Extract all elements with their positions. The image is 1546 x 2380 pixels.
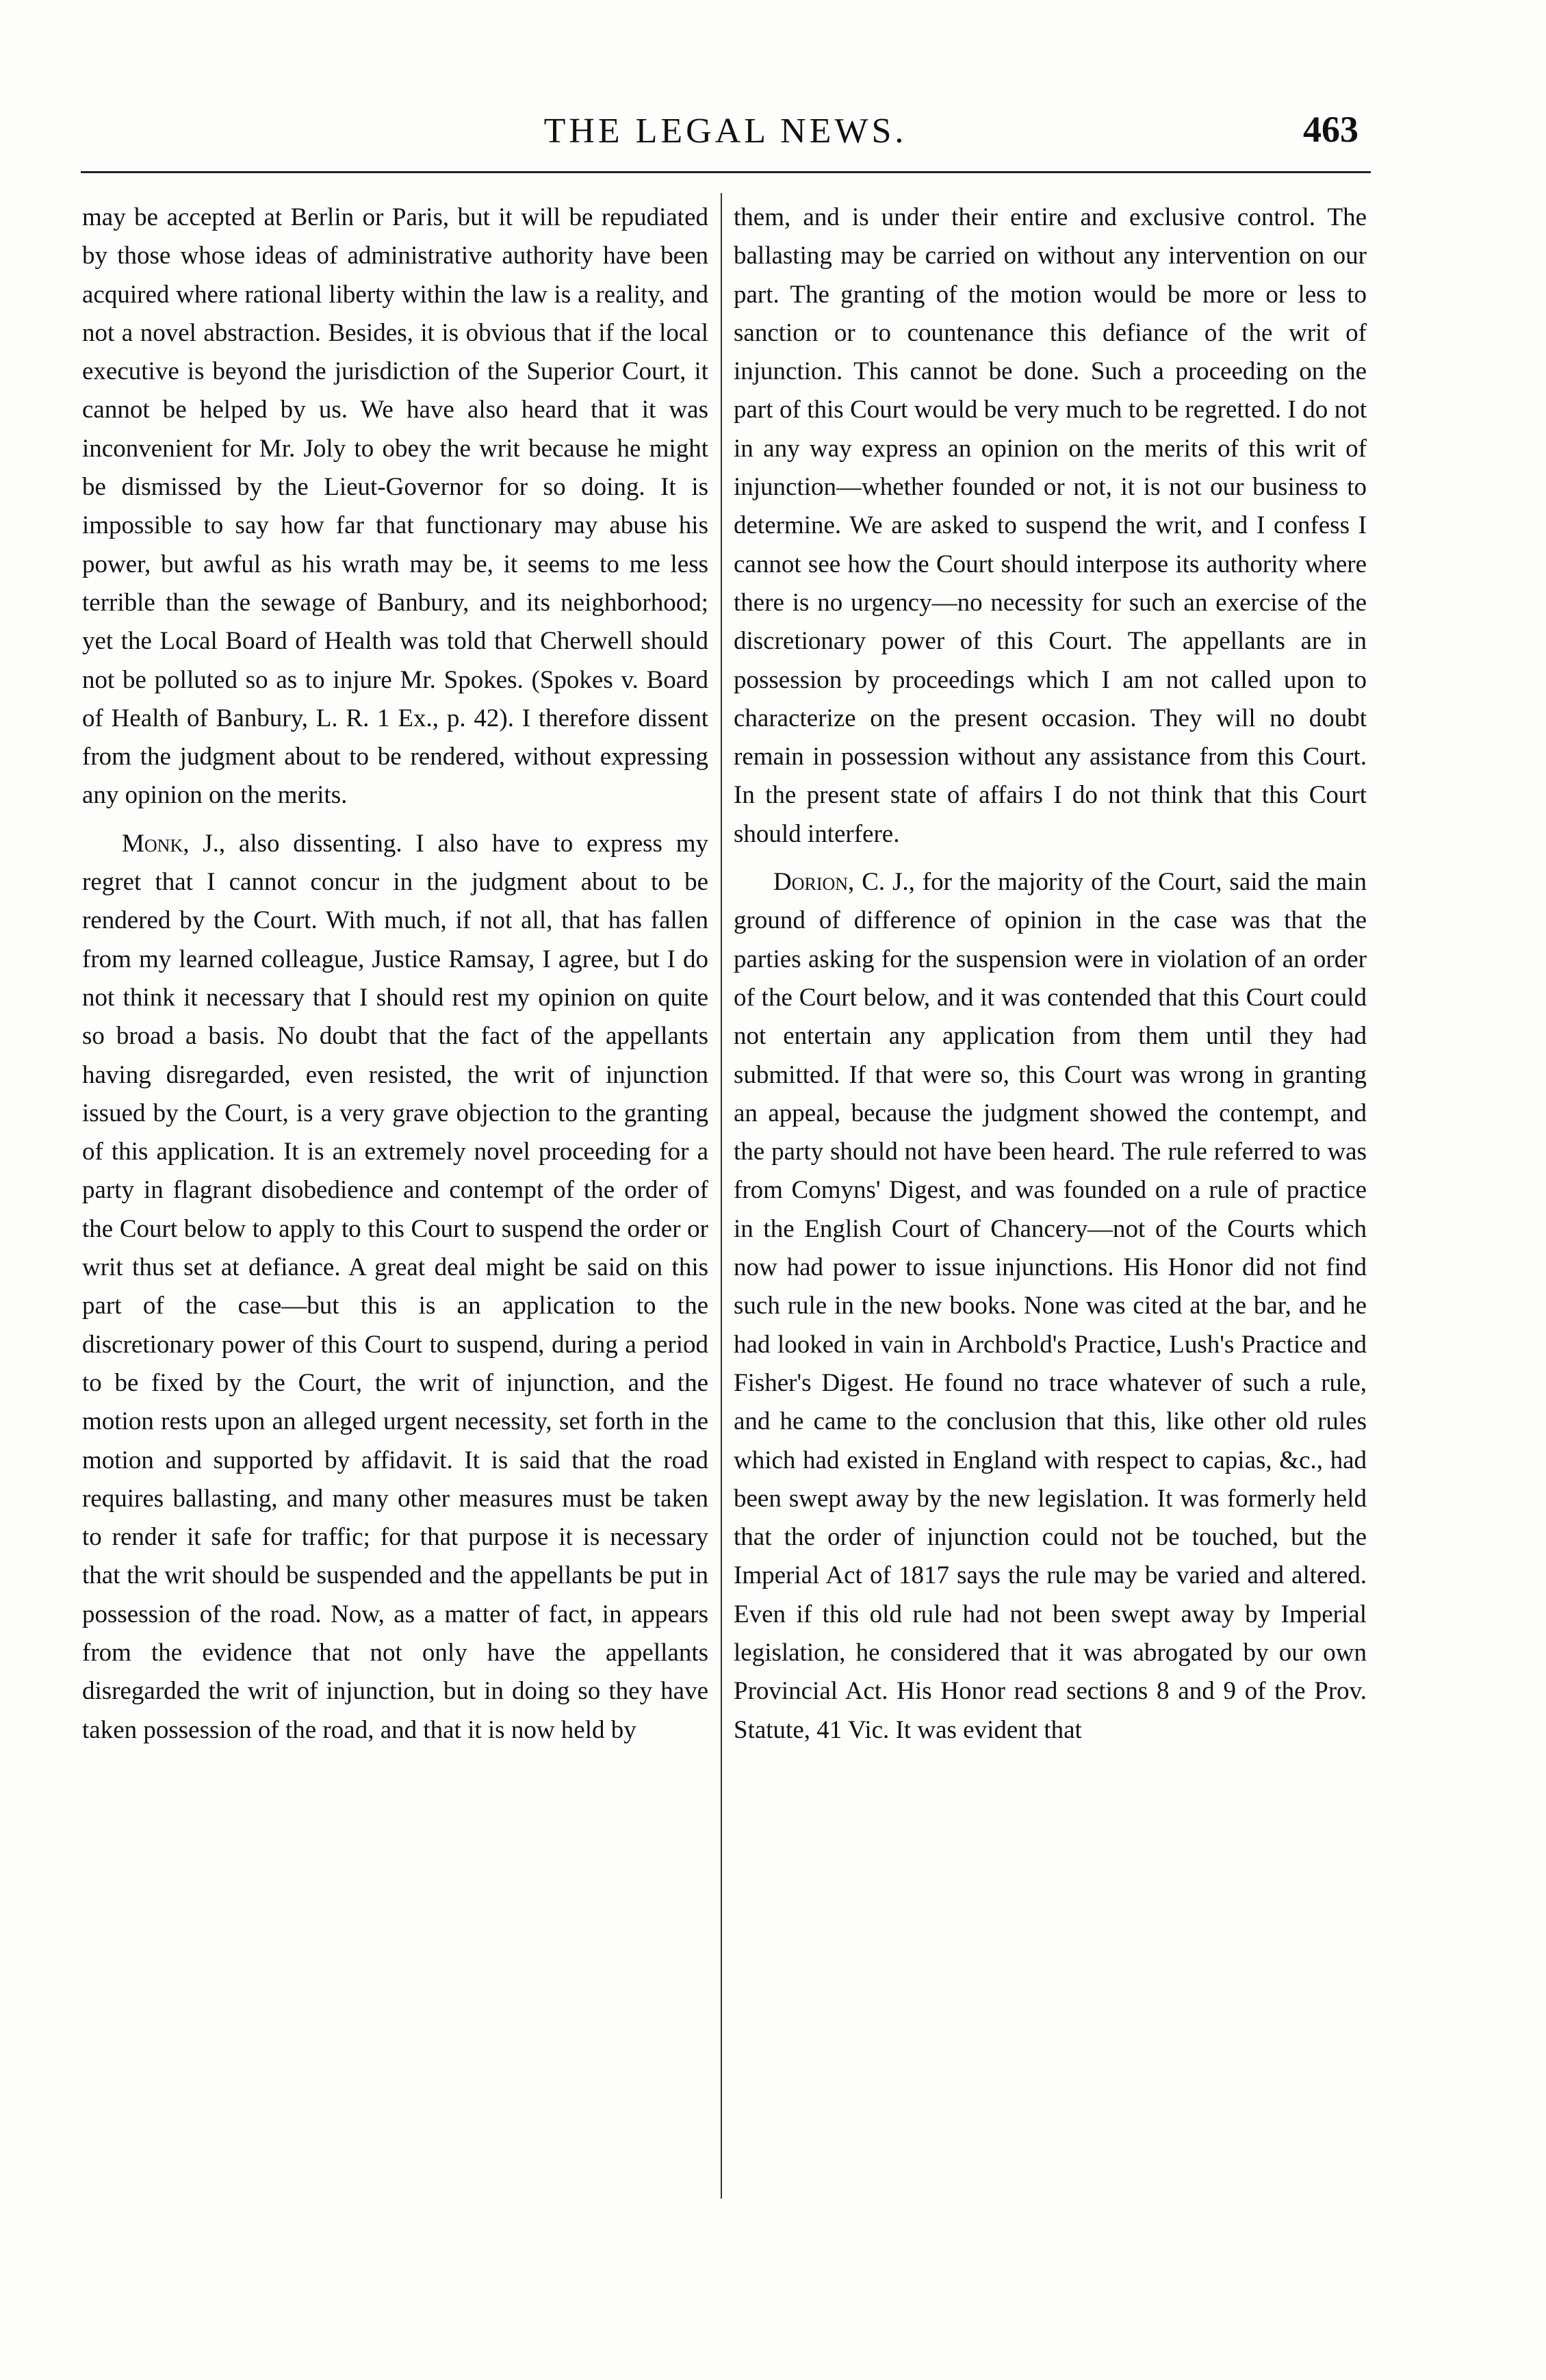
right-paragraph-2 [734, 863, 1367, 1750]
right-paragraph-2-text: , for the majority of the Court, said the main ground of difference of opinion in the case was that the parties asking for the suspension were in violation of an order of the Court below, and it was contended that this Court could not entertain any application from them until they had submitted. If that were so, this Court was wrong in granting an appeal, because the judgment showed the contempt, and the party should not have been heard. The rule referred to was from Comyns' Digest, and was founded on a rule of practice in the English Court of Chancery—not of the Courts which now had power to issue injunctions. His Honor did not find such rule in the new books. None was cited at the bar, and he had looked in vain in Archbold's Practice, Lush's Practice and Fisher's Digest. He found no trace whatever of such a rule, and he came to the conclusion that this, like other old rules which had existed in England with respect to capias, &c., had been swept away by the new legislation. It was formerly held that the order of injunction could not be touched, but the Imperial Act of 1817 says the rule may be varied and altered. Even if this old rule had not been swept away by Imperial legislation, he considered that it was abrogated by our own Provincial Act. His Honor read sections 8 and 9 of the Prov. Statute, 41 Vic. It was evident that [734, 868, 1367, 1744]
left-paragraph-2 [82, 825, 708, 1750]
right-column [734, 199, 1367, 1750]
header-rule [81, 171, 1371, 173]
left-column [82, 199, 708, 1750]
page-number: 463 [1303, 109, 1358, 150]
right-paragraph-1: them, and is under their entire and exclusive control. The ballasting may be carried on without any intervention on our part. The granting of the motion would be more or less to sanction or to countenance this defiance of the writ of injunction. This cannot be done. Such a proceeding on the part of this Court would be very much to be regretted. I do not in any way express an opinion on the merits of this writ of injunction—whether founded or not, it is not our business to determine. We are asked to suspend the writ, and I confess I cannot see how the Court should interpose its authority where there is no urgency—no necessity for such an exercise of the discretionary power of this Court. The appellants are in possession by proceedings which I am not called upon to characterize on the present occasion. They will no doubt remain in possession without any assistance from this Court. In the present state of affairs I do not think that this Court should interfere. [734, 203, 1367, 848]
left-paragraph-1: may be accepted at Berlin or Paris, but it will be repudiated by those whose ideas of administrative authority have been acquired where rational liberty within the law is a reality, and not a novel abstraction. Besides, it is obvious that if the local executive is beyond the jurisdiction of the Superior Court, it cannot be helped by us. We have also heard that it was inconvenient for Mr. Joly to obey the writ because he might be dismissed by the Lieut-Governor for so doing. It is impossible to say how far that functionary may abuse his power, but awful as his wrath may be, it seems to me less terrible than the sewage of Banbury, and its neighborhood; yet the Local Board of Health was told that Cherwell should not be polluted so as to injure Mr. Spokes. (Spokes v. Board of Health of Banbury, L. R. 1 Ex., p. 42). I therefore dissent from the judgment about to be rendered, without expressing any opinion on the merits. [82, 203, 708, 810]
judge-name-dorion: Dorion, C. J. [773, 868, 909, 897]
column-divider [721, 193, 722, 2199]
publication-title: THE LEGAL NEWS. [543, 112, 907, 151]
left-paragraph-2-text: , also dissenting. I also have to express my regret that I cannot concur in the judgment about to be rendered by the Court. With much, if not all, that has fallen from my learned colleague, Justice Ramsay, I agree, but I do not think it necessary that I should rest my opinion on quite so broad a basis. No doubt that the fact of the appellants having disregarded, even resisted, the writ of injunction issued by the Court, is a very grave objection to the granting of this application. It is an extremely novel proceeding for a party in flagrant disobedience and contempt of the order of the Court below to apply to this Court to suspend the order or writ thus set at defiance. A great deal might be said on this part of the case—but this is an application to the discretionary power of this Court to suspend, during a period to be fixed by the Court, the writ of injunction, and the motion rests upon an alleged urgent necessity, set forth in the motion and supported by affidavit. It is said that the road requires ballasting, and many other measures must be taken to render it safe for traffic; for that purpose it is necessary that the writ should be suspended and the appellants be put in possession of the road. Now, as a matter of fact, in appears from the evidence that not only have the appellants disregarded the writ of injunction, but in doing so they have taken possession of the road, and that it is now held by [82, 829, 708, 1744]
judge-name-monk: Monk, J. [122, 829, 219, 858]
page-header [82, 103, 1369, 157]
